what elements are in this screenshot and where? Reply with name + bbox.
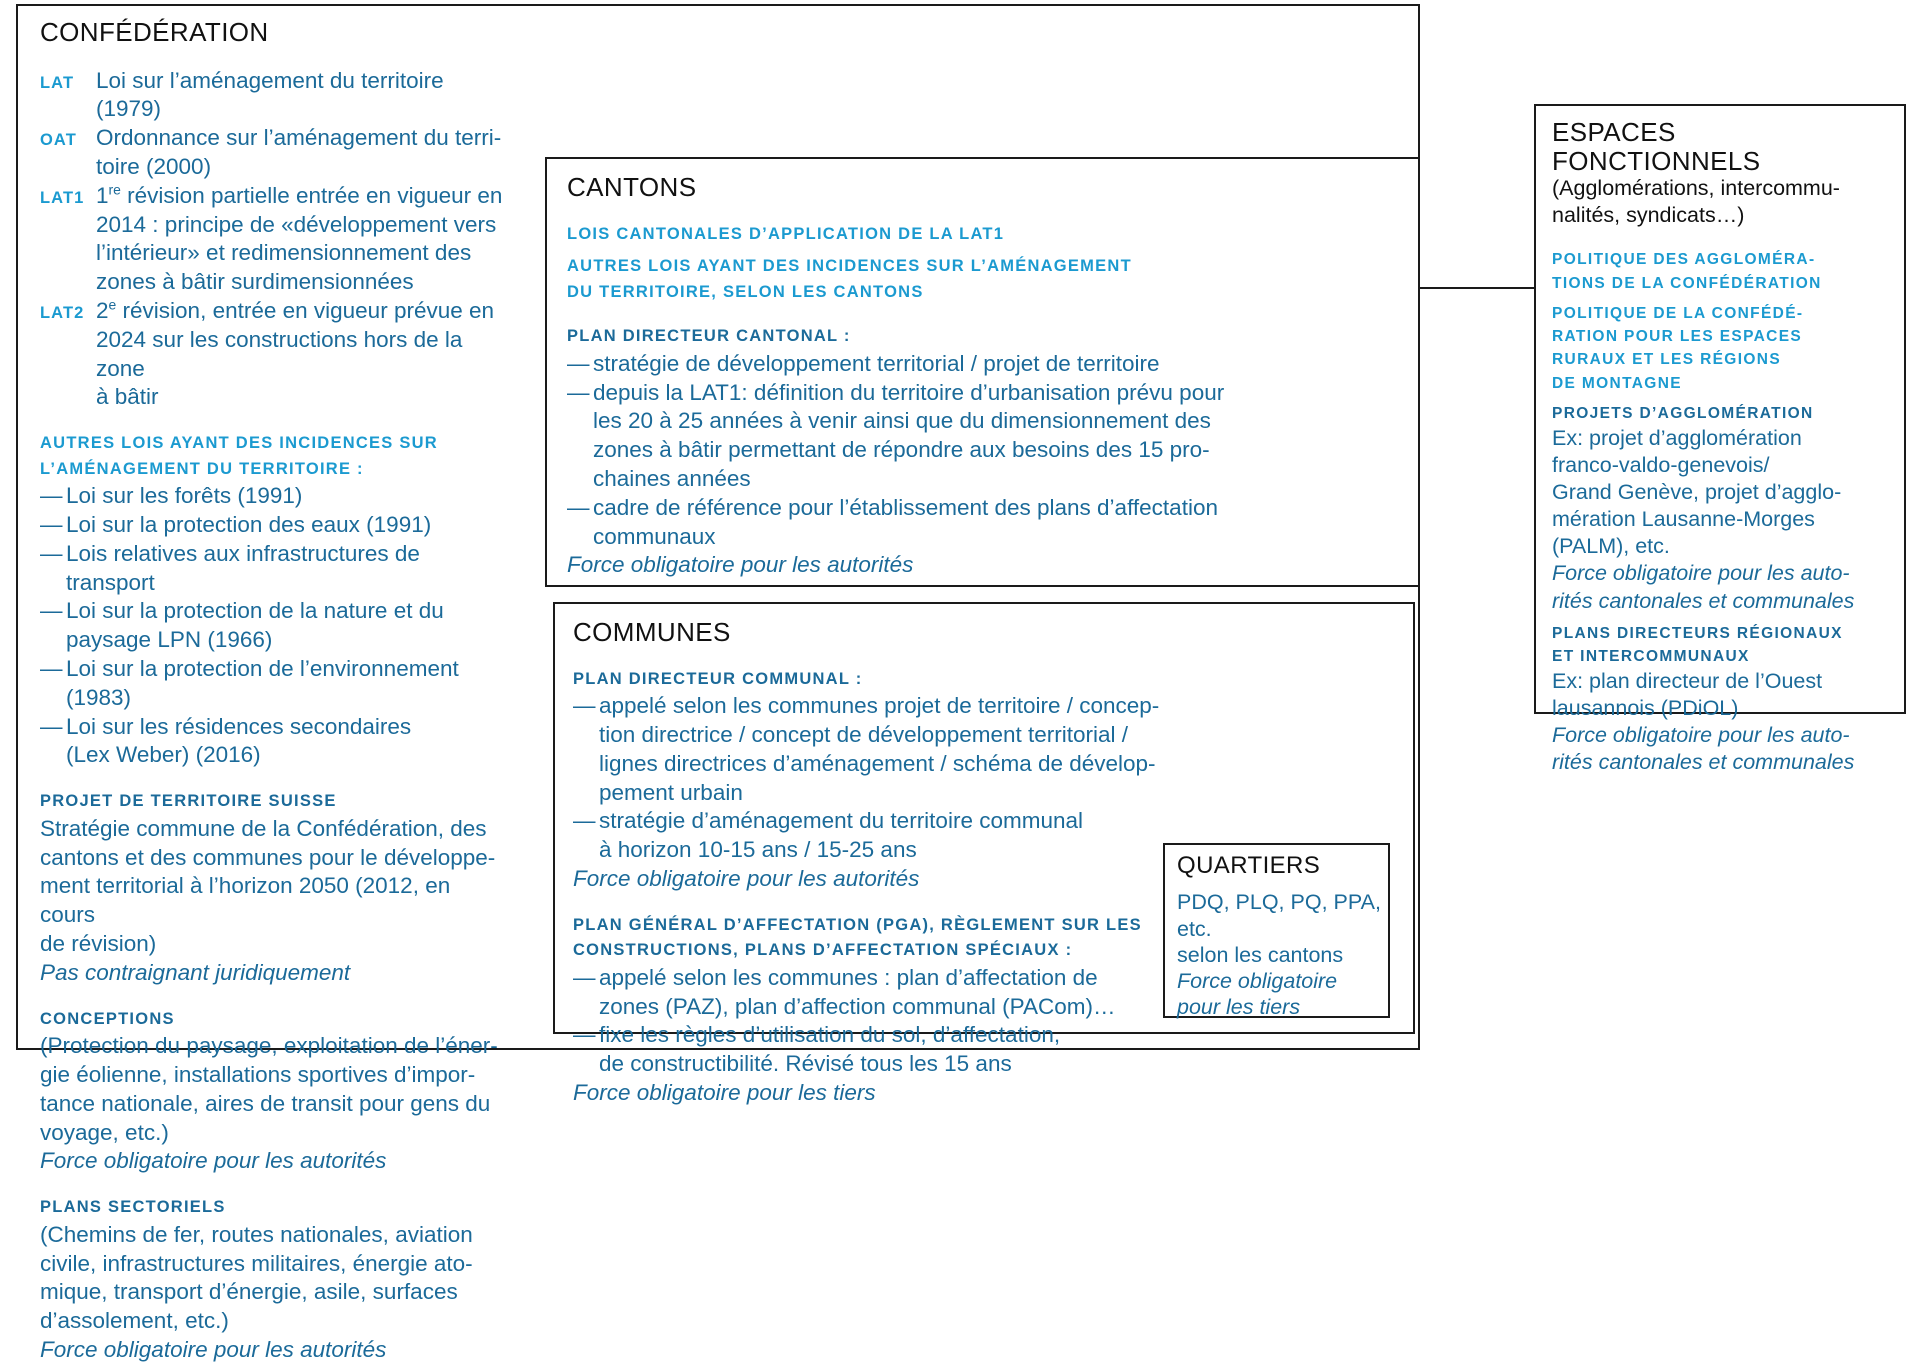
list-item-label: stratégie de développement territorial / projet de territoire (593, 350, 1160, 376)
quartiers-text-2: selon les cantons (1177, 942, 1344, 967)
connector-line (1420, 287, 1536, 289)
projets-agglomeration-note: Force obligatoire pour les auto- rités cantonales et communales (1552, 561, 1855, 613)
dash-icon: — (40, 656, 63, 682)
list-item-label: Loi sur la protection des eaux (1991) (66, 512, 432, 538)
plans-sectoriels-heading: PLANS SECTORIELS (40, 1198, 226, 1217)
list-item-label: Loi sur la protection de l’environnement (1983) (66, 656, 459, 710)
espaces-content (1552, 118, 1890, 776)
list-item-label: fixe les règles d’utilisation du sol, d’affectation, de constructibilité. Révisé tous les 15 ans (599, 1022, 1061, 1077)
law-tag: LAT (40, 73, 75, 92)
plans-sectoriels-note: Force obligatoire pour les autorités (40, 1336, 387, 1362)
dash-icon: — (567, 350, 590, 376)
dash-icon: — (573, 1022, 596, 1048)
conceptions-note: Force obligatoire pour les autorités (40, 1148, 387, 1174)
list-item (40, 655, 510, 713)
projet-territoire-text: Stratégie commune de la Confédération, des cantons et des communes pour le développe- ment territorial à l’horizon 2050 (2012, en cours de révision) (40, 815, 496, 956)
plans-regionaux-note: Force obligatoire pour les auto- rités cantonales et communales (1552, 723, 1855, 775)
projet-territoire-note: Pas contraignant juridiquement (40, 959, 351, 985)
list-item (567, 379, 1397, 494)
law-text: Loi sur l’aménagement du territoire (1979) (96, 67, 444, 122)
dash-icon: — (573, 693, 596, 719)
dash-icon: — (567, 379, 590, 405)
law-text: Ordonnance sur l’aménagement du terri- toire (2000) (96, 125, 502, 179)
list-item (40, 713, 510, 771)
espaces-heading-2: POLITIQUE DE LA CONFÉDÉ- RATION POUR LES ESPACES RURAUX ET LES RÉGIONS DE MONTAGNE (1552, 304, 1804, 392)
dash-icon: — (40, 540, 63, 566)
espaces-fonctionnels-panel (1534, 104, 1906, 775)
communes-title: COMMUNES (573, 617, 731, 647)
espaces-heading-1: POLITIQUE DES AGGLOMÉRA- TIONS DE LA CONFÉDÉRATION (1552, 251, 1822, 292)
plans-sectoriels-text: (Chemins de fer, routes nationales, aviation civile, infrastructures militaires, énergie ato- mique, transport d’énergie, asile, surfaces d’assolement, etc.) (40, 1221, 473, 1334)
quartiers-title: QUARTIERS (1177, 852, 1321, 879)
list-item (40, 482, 510, 511)
list-item (40, 597, 510, 655)
dash-icon: — (40, 483, 63, 509)
plan-directeur-cantonal-heading: PLAN DIRECTEUR CANTONAL : (567, 327, 851, 346)
espaces-title: ESPACES FONCTIONNELS (1552, 117, 1761, 176)
list-item (567, 350, 1397, 379)
conceptions-heading: CONCEPTIONS (40, 1009, 175, 1028)
quartiers-text: PDQ, PLQ, PQ, PPA, etc. (1177, 890, 1381, 941)
dash-icon: — (40, 598, 63, 624)
list-item-label: depuis la LAT1: définition du territoire d’urbanisation prévu pour les 20 à 25 années à venir ainsi que du dimensionnement des zones à bâtir permettant de répondre aux besoins des 15 pro- chaines années (593, 379, 1225, 492)
list-item-label: stratégie d’aménagement du territoire communal à horizon 10-15 ans / 15-25 ans (599, 808, 1083, 863)
cantons-heading-1: LOIS CANTONALES D’APPLICATION DE LA LAT1 (567, 224, 1005, 243)
projets-agglomeration-heading: PROJETS D’AGGLOMÉRATION (1552, 404, 1814, 422)
law-tag: OAT (40, 131, 77, 150)
list-item-label: Loi sur les forêts (1991) (66, 483, 303, 509)
law-row-oat (40, 124, 510, 182)
law-text: 1re révision partielle entrée en vigueur en 2014 : principe de «développement vers l’intérieur» et redimensionnement des zones à bâtir surdimensionnées (96, 181, 503, 295)
list-item (573, 1021, 1393, 1079)
plan-general-affectation-note: Force obligatoire pour les tiers (573, 1080, 876, 1106)
list-item-label: Lois relatives aux infrastructures de transport (66, 540, 420, 595)
plan-directeur-cantonal-note: Force obligatoire pour les autorités (567, 552, 914, 578)
quartiers-panel (1163, 843, 1390, 1018)
dash-icon: — (40, 512, 63, 538)
law-text: 2e révision, entrée en vigueur prévue en 2024 sur les constructions hors de la zone à bâtir (96, 296, 495, 410)
other-laws-heading: AUTRES LOIS AYANT DES INCIDENCES SUR L’AMÉNAGEMENT DU TERRITOIRE : (40, 434, 438, 478)
conceptions-text: (Protection du paysage, exploitation de l’éner- gie éolienne, installations sportives d’impor- tance nationale, aires de transit pour gens du voyage, etc.) (40, 1033, 498, 1145)
plans-regionaux-heading: PLANS DIRECTEURS RÉGIONAUX ET INTERCOMMUNAUX (1552, 624, 1843, 665)
quartiers-content (1177, 853, 1382, 1020)
plan-general-affectation-heading: PLAN GÉNÉRAL D’AFFECTATION (PGA), RÈGLEMENT SUR LES CONSTRUCTIONS, PLANS D’AFFECTATION SPÉCIAUX : (573, 915, 1142, 960)
plan-directeur-communal-note: Force obligatoire pour les autorités (573, 865, 920, 891)
list-item (567, 494, 1397, 552)
dash-icon: — (40, 713, 63, 739)
cantons-content (567, 173, 1397, 580)
law-row-lat1 (40, 182, 510, 297)
plans-regionaux-text: Ex: plan directeur de l’Ouest lausannois (PDiOL) (1552, 669, 1823, 721)
list-item-label: appelé selon les communes : plan d’affectation de zones (PAZ), plan d’affection communal (PACom)… (599, 964, 1116, 1019)
list-item (40, 540, 510, 598)
dash-icon: — (573, 964, 596, 990)
cantons-title: CANTONS (567, 172, 697, 202)
list-item-label: Loi sur les résidences secondaires (Lex Weber) (2016) (66, 713, 412, 768)
list-item (573, 692, 1393, 807)
law-row-lat2 (40, 297, 510, 412)
cantons-heading-2: AUTRES LOIS AYANT DES INCIDENCES SUR L’AMÉNAGEMENT DU TERRITOIRE, SELON LES CANTONS (567, 257, 1132, 301)
list-item (40, 511, 510, 540)
dash-icon: — (567, 494, 590, 520)
law-tag: LAT2 (40, 303, 85, 322)
espaces-subtitle: (Agglomérations, intercommu- nalités, syndicats…) (1552, 176, 1840, 228)
list-item-label: Loi sur la protection de la nature et du paysage LPN (1966) (66, 598, 444, 653)
law-row-lat (40, 67, 510, 125)
list-item-label: appelé selon les communes projet de territoire / concep- tion directrice / concept de développement territorial / lignes directrices d’aménagement / schéma de dévelop- pement urbain (599, 693, 1160, 805)
cantons-panel (545, 157, 1420, 587)
plan-directeur-communal-heading: PLAN DIRECTEUR COMMUNAL : (573, 669, 863, 688)
law-tag: LAT1 (40, 188, 85, 207)
dash-icon: — (573, 808, 596, 834)
confederation-content (40, 18, 510, 1365)
projets-agglomeration-text: Ex: projet d’agglomération franco-valdo-genevois/ Grand Genève, projet d’agglo- mération Lausanne-Morges (PALM), etc. (1552, 426, 1842, 559)
projet-territoire-heading: PROJET DE TERRITOIRE SUISSE (40, 792, 337, 811)
list-item-label: cadre de référence pour l’établissement des plans d’affectation communaux (593, 494, 1218, 549)
confederation-title: CONFÉDÉRATION (40, 17, 269, 47)
quartiers-note: Force obligatoire pour les tiers (1177, 969, 1338, 1020)
